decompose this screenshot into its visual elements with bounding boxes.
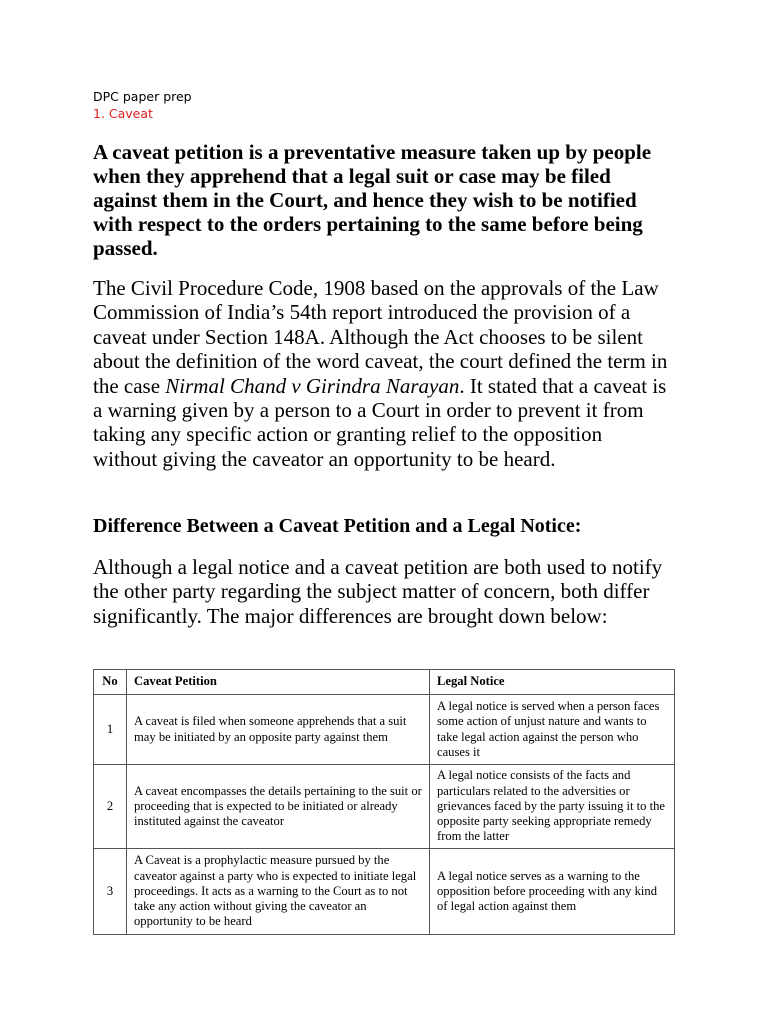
intro-paragraph: A caveat petition is a preventative measure taken up by people when they apprehend that a legal suit or case may be filed against them in the Court, and hence they wish to be notified with respect to the orders pertaining to the same before being passed. <box>93 140 652 260</box>
header-no: No <box>94 670 127 695</box>
caveat-cell: A caveat is filed when someone apprehends that a suit may be initiated by an opposite party against them <box>127 695 430 765</box>
row-number: 1 <box>94 695 127 765</box>
table-header-row <box>94 670 675 695</box>
notice-cell: A legal notice consists of the facts and particulars related to the adversities or grievances faced by the party issuing it to the opposite party seeking appropriate remedy from the latter <box>430 765 675 849</box>
cpc-paragraph <box>93 276 668 471</box>
section-heading: 1. Caveat <box>93 106 153 121</box>
cpc-paragraph-text-end: . It stated that a caveat is a warning given by a person to a Court in order to prevent it from taking any specific action or granting relief to the opposition without giving the caveator an opportunity to be heard. <box>93 373 667 471</box>
comparison-table <box>93 669 675 935</box>
row-number: 2 <box>94 765 127 849</box>
difference-paragraph: Although a legal notice and a caveat petition are both used to notify the other party regarding the subject matter of concern, both differ significantly. The major differences are brought down below: <box>93 555 663 628</box>
table-row <box>94 849 675 935</box>
caveat-cell: A Caveat is a prophylactic measure pursued by the caveator against a party who is expected to initiate legal proceedings. It acts as a warning to the Court as to not take any action without giving the caveator an opportunity to be heard <box>127 849 430 935</box>
table-row <box>94 765 675 849</box>
notice-cell: A legal notice is served when a person faces some action of unjust nature and wants to take legal action against the person who causes it <box>430 695 675 765</box>
difference-subheading: Difference Between a Caveat Petition and a Legal Notice: <box>93 515 582 537</box>
cpc-paragraph-text-start: The Civil Procedure Code, 1908 based on the approvals of the Law Commission of India’s 54th report introduced the provision of a caveat under Section 148A. Although the Act chooses to be silent about the definition of the word caveat, the court defined the term in the case <box>93 276 668 398</box>
caveat-cell: A caveat encompasses the details pertaining to the suit or proceeding that is expected to be initiated or already instituted against the caveator <box>127 765 430 849</box>
document-title: DPC paper prep <box>93 89 192 104</box>
row-number: 3 <box>94 849 127 935</box>
header-legal-notice: Legal Notice <box>430 670 675 695</box>
case-name: Nirmal Chand v Girindra Narayan <box>165 373 460 398</box>
table-row <box>94 695 675 765</box>
notice-cell: A legal notice serves as a warning to the opposition before proceeding with any kind of legal action against them <box>430 849 675 935</box>
header-caveat-petition: Caveat Petition <box>127 670 430 695</box>
